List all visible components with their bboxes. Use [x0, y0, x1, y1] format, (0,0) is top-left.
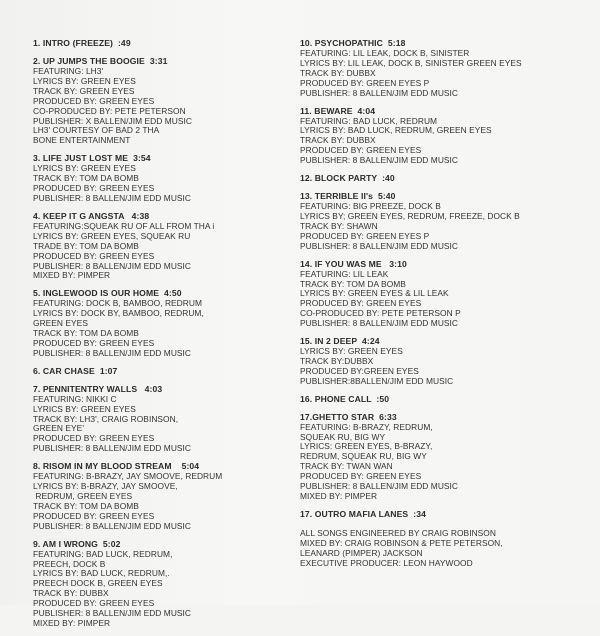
- track-entry: [33, 288, 295, 358]
- track-title: 12. BLOCK PARTY :40: [300, 173, 395, 184]
- track-credit-line: FEATURING: BAD LUCK, REDRUM: [300, 115, 438, 126]
- track-credit-line: LYRICS BY: GREEN EYES: [33, 75, 136, 86]
- track-title: 8. RISOM IN MY BLOOD STREAM 5:04: [33, 461, 200, 472]
- track-credit-line: PUBLISHER: X BALLEN/JIM EDD MUSIC: [33, 115, 192, 126]
- track-title: 4. KEEP IT G ANGSTA 4:38: [33, 210, 150, 221]
- track-title: 17. OUTRO MAFIA LANES :34: [300, 508, 426, 519]
- credit-line: LEANARD (PIMPER) JACKSON: [300, 547, 423, 558]
- track-credit-line: PRODUCED BY: GREEN EYES: [33, 183, 155, 194]
- album-credits: [300, 529, 590, 569]
- track-title: 14. IF YOU WAS ME 3:10: [300, 258, 407, 269]
- track-credit-line: FEATURING: B-BRAZY, JAY SMOOVE, REDRUM: [33, 471, 223, 482]
- track-credit-line: PRODUCED BY: GREEN EYES: [33, 510, 155, 521]
- track-credit-line: TRACK BY: GREEN EYES: [33, 85, 135, 96]
- track-entry: [33, 384, 295, 454]
- track-credit-line: TRACK BY: TOM DA BOMB: [33, 173, 139, 184]
- track-credit-line: FEATURING: LH3': [33, 66, 104, 76]
- track-credit-line: FEATURING: NIKKI C: [33, 393, 117, 404]
- track-credit-line: PUBLISHER: 8 BALLEN/JIM EDD MUSIC: [300, 240, 459, 251]
- track-credit-line: PUBLISHER: 8 BALLEN/JIM EDD MUSIC: [33, 347, 192, 358]
- track-entry: [33, 461, 295, 531]
- track-title: 3. LIFE JUST LOST ME 3:54: [33, 153, 151, 164]
- track-credit-line: TRACK BY:DUBBX: [300, 355, 374, 366]
- track-credit-line: PUBLISHER: 8 BALLEN/JIM EDD MUSIC: [33, 608, 192, 619]
- track-credit-line: TRACK BY: SHAWN: [300, 220, 378, 231]
- track-credit-line: FEATURING: BAD LUCK, REDRUM,: [33, 548, 173, 559]
- track-credit-line: LYRICS BY: GREEN EYES & LIL LEAK: [300, 288, 449, 299]
- track-credit-line: BONE ENTERTAINMENT: [33, 135, 131, 146]
- track-credit-line: PUBLISHER: 8 BALLEN/JIM EDD MUSIC: [33, 520, 192, 531]
- track-credit-line: TRACK BY: DUBBX: [300, 135, 376, 146]
- track-credit-line: TRACK BY: TOM DA BOMB: [300, 278, 406, 289]
- track-credit-line: PREECH DOCK B, GREEN EYES: [33, 578, 163, 589]
- track-credit-line: PRODUCED BY: GREEN EYES: [300, 145, 422, 156]
- track-credit-line: PRODUCED BY: GREEN EYES: [300, 471, 422, 482]
- track-credit-line: PRODUCED BY: GREEN EYES: [33, 250, 155, 261]
- track-entry: [300, 173, 590, 184]
- track-title: 17.GHETTO STAR 6:33: [300, 411, 397, 422]
- track-entry: [300, 191, 590, 252]
- track-credit-line: FEATURING: BIG PREEZE, DOCK B: [300, 201, 441, 212]
- track-credit-line: FEATURING: DOCK B, BAMBOO, REDRUM: [33, 298, 203, 309]
- track-credit-line: PRODUCED BY: GREEN EYES: [33, 95, 155, 106]
- track-title: 5. INGLEWOOD IS OUR HOME 4:50: [33, 288, 182, 299]
- track-title: 15. IN 2 DEEP 4:24: [300, 336, 380, 347]
- track-credit-line: GREEN EYES: [33, 318, 88, 329]
- track-credit-line: LYRICS BY: BAD LUCK, REDRUM,.: [33, 568, 170, 579]
- tracklist-left-column: [33, 38, 295, 636]
- track-credit-line: TRACK BY: TWAN WAN: [300, 461, 393, 472]
- track-credit-line: LYRICS BY: GREEN EYES, SQUEAK RU: [33, 230, 191, 241]
- right-tracks: [300, 38, 590, 520]
- track-credit-line: TRACK BY: TOM DA BOMB: [33, 328, 139, 339]
- track-credit-line: LYRICS BY: B-BRAZY, JAY SMOOVE,: [33, 481, 178, 492]
- track-entry: [300, 394, 590, 405]
- track-credit-line: LYRICS BY: BAD LUCK, REDRUM, GREEN EYES: [300, 125, 492, 136]
- track-credit-line: PUBLISHER: 8 BALLEN/JIM EDD MUSIC: [300, 87, 459, 98]
- track-credit-line: GREEN EYE': [33, 423, 84, 434]
- track-entry: [33, 366, 295, 377]
- credit-line: MIXED BY: CRAIG ROBINSON & PETE PETERSON,: [300, 537, 503, 548]
- track-credit-line: FEATURING: B-BRAZY, REDRUM,: [300, 421, 433, 432]
- track-credit-line: PRODUCED BY: GREEN EYES: [33, 433, 155, 444]
- track-entry: [33, 153, 295, 204]
- track-credit-line: CO-PRODUCED BY: PETE PETERSON: [33, 105, 186, 116]
- track-credit-line: LYRICS BY: GREEN EYES: [33, 403, 136, 414]
- track-credit-line: REDRUM, SQUEAK RU, BIG WY: [300, 451, 427, 462]
- track-credit-line: LYRICS BY: DOCK BY, BAMBOO, REDRUM,: [33, 308, 204, 319]
- track-title: 10. PSYCHOPATHIC 5:18: [300, 38, 406, 48]
- track-credit-line: PREECH, DOCK B: [33, 558, 106, 569]
- credit-line: ALL SONGS ENGINEERED BY CRAIG ROBINSON: [300, 527, 496, 538]
- track-entry: [300, 509, 590, 520]
- track-credit-line: PRODUCED BY:GREEN EYES: [300, 365, 419, 376]
- track-title: 16. PHONE CALL :50: [300, 393, 390, 404]
- track-title: 7. PENNITENTRY WALLS 4:03: [33, 383, 163, 394]
- track-credit-line: LYRICS BY: LIL LEAK, DOCK B, SINISTER GREEN EYES: [300, 57, 522, 68]
- track-entry: [33, 56, 295, 146]
- track-entry: [33, 211, 295, 281]
- track-credit-line: FEATURING:SQUEAK RU OF ALL FROM THA i: [33, 220, 215, 231]
- track-credit-line: PUBLISHER: 8 BALLEN/JIM EDD MUSIC: [300, 318, 459, 329]
- track-credit-line: PRODUCED BY: GREEN EYES P: [300, 77, 430, 88]
- track-credit-line: FEATURING: LIL LEAK: [300, 268, 389, 279]
- track-credit-line: PUBLISHER:8BALLEN/JIM EDD MUSIC: [300, 375, 454, 386]
- track-title: 9. AM I WRONG 5:02: [33, 538, 121, 549]
- track-entry: [300, 259, 590, 329]
- track-credit-line: PUBLISHER: 8 BALLEN/JIM EDD MUSIC: [300, 155, 459, 166]
- track-credit-line: LH3' COURTESY OF BAD 2 THA: [33, 125, 160, 136]
- track-credit-line: PUBLISHER: 8 BALLEN/JIM EDD MUSIC: [300, 481, 459, 492]
- track-title: 11. BEWARE 4:04: [300, 105, 376, 116]
- track-title: 13. TERRIBLE II's 5:40: [300, 191, 396, 202]
- track-credit-line: TRACK BY: DUBBX: [33, 588, 109, 599]
- track-entry: [300, 106, 590, 167]
- track-credit-line: FEATURING: LIL LEAK, DOCK B, SINISTER: [300, 48, 470, 58]
- track-entry: [33, 38, 295, 49]
- track-credit-line: MIXED BY: PIMPER: [33, 270, 111, 281]
- track-entry: [33, 539, 295, 629]
- track-credit-line: MIXED BY: PIMPER: [33, 617, 111, 628]
- track-credit-line: LYRICS: GREEN EYES, B-BRAZY,: [300, 441, 433, 452]
- track-credit-line: SQUEAK RU, BIG WY: [300, 431, 386, 442]
- track-credit-line: PRODUCED BY: GREEN EYES: [300, 298, 422, 309]
- credit-line: EXECUTIVE PRODUCER: LEON HAYWOOD: [300, 557, 473, 568]
- track-credit-line: LYRICS BY: GREEN EYES: [33, 163, 136, 174]
- track-title: 1. INTRO (FREEZE) :49: [33, 38, 131, 48]
- track-entry: [300, 336, 590, 387]
- track-credit-line: PUBLISHER: 8 BALLEN/JIM EDD MUSIC: [33, 192, 192, 203]
- track-credit-line: TRACK BY: DUBBX: [300, 67, 376, 78]
- track-credit-line: REDRUM, GREEN EYES: [33, 491, 133, 501]
- track-entry: [300, 412, 590, 502]
- track-entry: [300, 38, 590, 99]
- track-title: 6. CAR CHASE 1:07: [33, 365, 118, 376]
- track-credit-line: PRODUCED BY: GREEN EYES: [33, 598, 155, 609]
- track-credit-line: TRACK BY: LH3', CRAIG ROBINSON,: [33, 413, 179, 424]
- track-credit-line: LYRICS BY; GREEN EYES, REDRUM, FREEZE, DOCK B: [300, 210, 520, 221]
- track-credit-line: PUBLISHER: 8 BALLEN/JIM EDD MUSIC: [33, 443, 192, 454]
- track-credit-line: CO-PRODUCED BY: PETE PETERSON P: [300, 308, 461, 319]
- track-credit-line: MIXED BY: PIMPER: [300, 491, 378, 501]
- track-credit-line: LYRICS BY: GREEN EYES: [300, 346, 403, 357]
- track-credit-line: PRODUCED BY: GREEN EYES: [33, 337, 155, 348]
- tracklist-right-column: [300, 38, 590, 569]
- track-credit-line: PUBLISHER: 8 BALLEN/JIM EDD MUSIC: [33, 260, 192, 271]
- track-credit-line: PRODUCED BY: GREEN EYES P: [300, 230, 430, 241]
- track-credit-line: TRACK BY: TOM DA BOMB: [33, 500, 139, 511]
- track-credit-line: TRADE BY: TOM DA BOMB: [33, 240, 139, 251]
- track-title: 2. UP JUMPS THE BOOGIE 3:31: [33, 56, 168, 66]
